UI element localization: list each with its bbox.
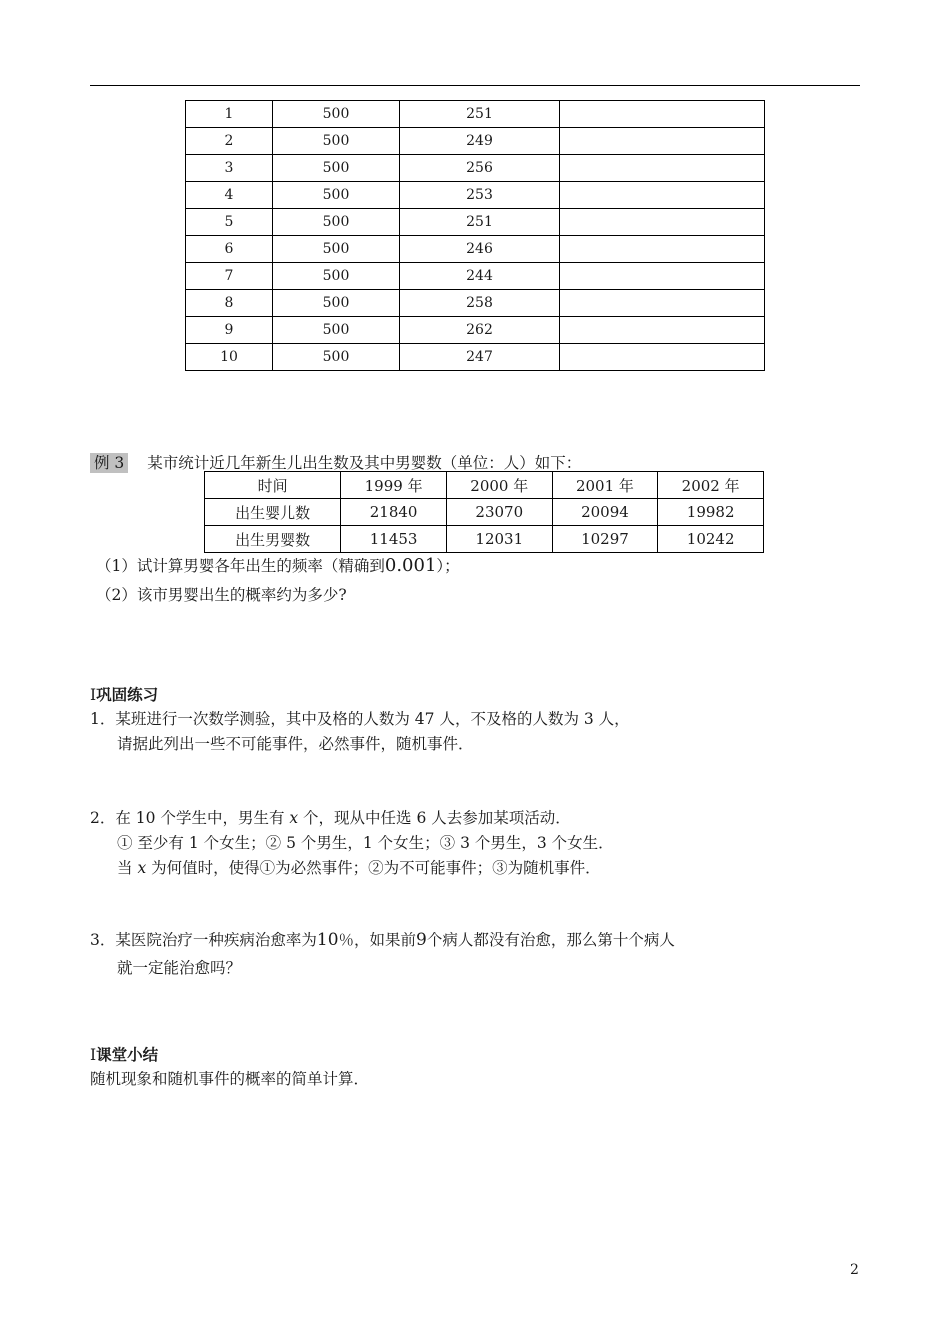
birth-table-cell: 20094 (552, 499, 658, 526)
trial-table-cell (560, 263, 765, 290)
example3-intro (90, 451, 581, 473)
patient-count: 9 (416, 930, 427, 950)
trial-table-cell: 500 (273, 344, 400, 371)
example3-intro-text: 某市统计近几年新生儿出生数及其中男婴数（单位：人）如下： (147, 454, 582, 472)
table-row (186, 344, 765, 371)
trial-table-cell: 500 (273, 209, 400, 236)
trial-table-cell: 500 (273, 128, 400, 155)
table-row (186, 263, 765, 290)
trial-table-cell (560, 128, 765, 155)
trial-table-cell: 500 (273, 155, 400, 182)
trial-table-cell: 500 (273, 182, 400, 209)
trial-table-cell: 8 (186, 290, 273, 317)
summary-text: 随机现象和随机事件的概率的简单计算． (90, 1070, 370, 1088)
table-row (186, 101, 765, 128)
trial-table-cell: 253 (400, 182, 560, 209)
trial-table-cell: 500 (273, 236, 400, 263)
practice-3-line2: 就一定能治愈吗？ (117, 959, 242, 977)
birth-table-header-cell: 2002 年 (658, 472, 764, 499)
precision-value: 0.001 (384, 555, 437, 576)
birth-table-header-cell: 时间 (205, 472, 341, 499)
summary-heading (90, 1043, 158, 1065)
birth-table-cell: 10242 (658, 526, 764, 553)
trial-table-cell: 2 (186, 128, 273, 155)
trial-table-cell: 500 (273, 101, 400, 128)
variable-x: x (137, 859, 147, 877)
trial-table-cell (560, 101, 765, 128)
trial-table-cell: 500 (273, 263, 400, 290)
trial-table-cell: 262 (400, 317, 560, 344)
trial-table-cell: 256 (400, 155, 560, 182)
trial-table-cell: 9 (186, 317, 273, 344)
birth-table-header-cell: 2001 年 (552, 472, 658, 499)
question-2: （2）该市男婴出生的概率约为多少? (96, 586, 347, 604)
trial-table-cell: 500 (273, 317, 400, 344)
birth-table-cell: 19982 (658, 499, 764, 526)
practice-1-line1: 1．某班进行一次数学测验，其中及格的人数为 47 人，不及格的人数为 3 人， (90, 710, 630, 728)
trial-table-cell (560, 155, 765, 182)
header-rule (90, 85, 860, 86)
trial-table-cell: 258 (400, 290, 560, 317)
trial-table-cell (560, 344, 765, 371)
variable-x: x (289, 809, 299, 827)
practice-2-line2: ① 至少有 1 个女生；② 5 个男生，1 个女生；③ 3 个男生，3 个女生． (117, 834, 614, 852)
trial-table-cell (560, 182, 765, 209)
table-row (186, 209, 765, 236)
summary-title: 课堂小结 (96, 1045, 159, 1064)
trial-table-cell: 10 (186, 344, 273, 371)
trial-table-cell: 244 (400, 263, 560, 290)
table-header-row (205, 472, 764, 499)
example-tag: 例 3 (90, 453, 128, 473)
table-row (186, 155, 765, 182)
trial-table-cell: 500 (273, 290, 400, 317)
birth-table-cell: 出生男婴数 (205, 526, 341, 553)
trial-table-cell: 5 (186, 209, 273, 236)
trial-table-cell: 3 (186, 155, 273, 182)
table-row (186, 290, 765, 317)
birth-table-cell: 23070 (446, 499, 552, 526)
page-number: 2 (850, 1262, 859, 1278)
trial-table-cell: 249 (400, 128, 560, 155)
trial-table-cell (560, 236, 765, 263)
section-mark: Ⅰ (90, 1046, 97, 1064)
birth-table-cell: 11453 (341, 526, 447, 553)
practice-1-line2: 请据此列出一些不可能事件，必然事件，随机事件． (117, 735, 474, 753)
birth-table-cell: 出生婴儿数 (205, 499, 341, 526)
table-row (205, 526, 764, 553)
practice-heading (90, 683, 158, 705)
trial-table-cell (560, 209, 765, 236)
table-row (205, 499, 764, 526)
section-mark: Ⅰ (90, 686, 97, 704)
birth-table (204, 471, 764, 553)
practice-2-line3: 当 x 为何值时，使得①为必然事件；②为不可能事件；③为随机事件． (117, 859, 601, 877)
question-1: （1）试计算男婴各年出生的频率（精确到0.001）； (96, 555, 460, 576)
table-row (186, 317, 765, 344)
practice-3-line1: 3．某医院治疗一种疾病治愈率为10％，如果前9个病人都没有治愈，那么第十个病人 (90, 930, 675, 950)
birth-table-header-cell: 1999 年 (341, 472, 447, 499)
birth-table-cell: 10297 (552, 526, 658, 553)
trial-table-cell: 247 (400, 344, 560, 371)
trial-table-cell: 4 (186, 182, 273, 209)
table-row (186, 236, 765, 263)
trial-table-cell: 7 (186, 263, 273, 290)
trial-table (185, 100, 765, 371)
trial-table-cell: 251 (400, 101, 560, 128)
birth-table-cell: 12031 (446, 526, 552, 553)
trial-table-cell (560, 317, 765, 344)
trial-table-cell: 251 (400, 209, 560, 236)
trial-table-cell (560, 290, 765, 317)
birth-table-header-cell: 2000 年 (446, 472, 552, 499)
practice-2-line1: 2．在 10 个学生中，男生有 x 个，现从中任选 6 人去参加某项活动． (90, 809, 571, 827)
cure-rate: 10 (316, 930, 339, 950)
trial-table-cell: 1 (186, 101, 273, 128)
trial-table-cell: 246 (400, 236, 560, 263)
practice-title: 巩固练习 (96, 685, 159, 704)
table-row (186, 128, 765, 155)
table-row (186, 182, 765, 209)
trial-table-cell: 6 (186, 236, 273, 263)
birth-table-cell: 21840 (341, 499, 447, 526)
